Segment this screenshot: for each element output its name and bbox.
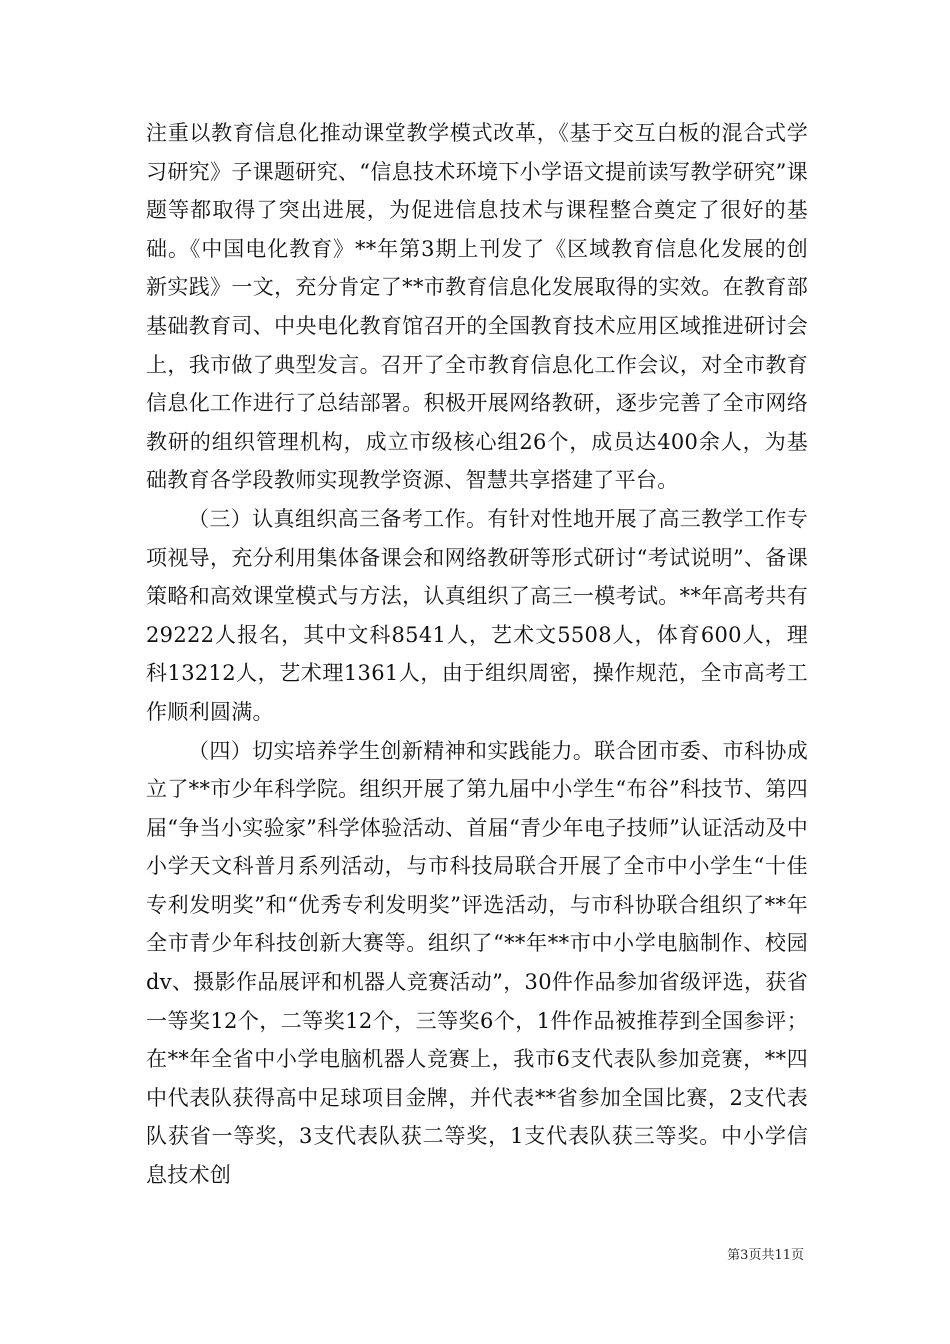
document-body — [146, 114, 808, 1195]
paragraph-section-3: （三）认真组织高三备考工作。有针对性地开展了高三教学工作专项视导，充分利用集体备课会和网络教研等形式研讨“考试说明”、备课策略和高效课堂模式与方法，认真组织了高三一模考试。**年高考共有29222人报名，其中文科8541人，艺术文5508人，体育600人，理科13212人，艺术理1361人，由于组织周密，操作规范，全市高考工作顺利圆满。 — [146, 506, 808, 724]
page-number-footer: 第3页共11页 — [727, 1248, 804, 1263]
paragraph-section-4: （四）切实培养学生创新精神和实践能力。联合团市委、市科协成立了**市少年科学院。组织开展了第九届中小学生“布谷”科技节、第四届“争当小实验家”科学体验活动、首届“青少年电子技师”认证活动及中小学天文科普月系列活动，与市科技局联合开展了全市中小学生“十佳专利发明奖”和“优秀专利发明奖”评选活动，与市科协联合组织了**年全市青少年科技创新大赛等。组织了“**年**市中小学电脑制作、校园dv、摄影作品展评和机器人竞赛活动”，30件作品参加省级评选，获省一等奖12个，二等奖12个，三等奖6个，1件作品被推荐到全国参评；在**年全省中小学电脑机器人竞赛上，我市6支代表队参加竞赛，**四中代表队获得高中足球项目金牌，并代表**省参加全国比赛，2支代表队获省一等奖，3支代表队获二等奖，1支代表队获三等奖。中小学信息技术创 — [146, 738, 808, 1188]
paragraph-continued: 注重以教育信息化推动课堂教学模式改革，《基于交互白板的混合式学习研究》子课题研究、“信息技术环境下小学语文提前读写教学研究”课题等都取得了突出进展，为促进信息技术与课程整合奠定了很好的基础。《中国电化教育》**年第3期上刊发了《区域教育信息化发展的创新实践》一文，充分肯定了**市教育信息化发展取得的实效。在教育部基础教育司、中央电化教育馆召开的全国教育技术应用区域推进研讨会上，我市做了典型发言。召开了全市教育信息化工作会议，对全市教育信息化工作进行了总结部署。积极开展网络教研，逐步完善了全市网络教研的组织管理机构，成立市级核心组26个，成员达400余人，为基础教育各学段教师实现教学资源、智慧共享搭建了平台。 — [146, 121, 808, 493]
